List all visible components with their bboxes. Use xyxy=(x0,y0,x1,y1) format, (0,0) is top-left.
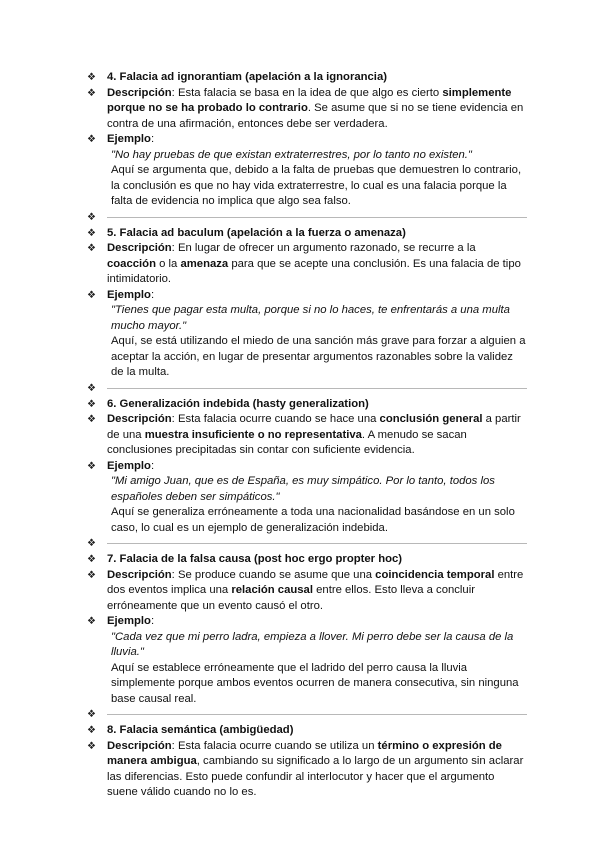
description-label: Descripción xyxy=(107,86,172,99)
bullet-diamond-icon: ❖ xyxy=(87,538,96,549)
description-label: Descripción xyxy=(107,242,172,254)
example-quote: "Tienes que pagar esta multa, porque si no lo haces, te enfrentarás a una multa mucho mayor." xyxy=(111,304,510,332)
section-title-row xyxy=(87,70,527,86)
description-text: : Esta falacia se basa en la idea de que algo es cierto xyxy=(171,86,443,99)
horizontal-rule xyxy=(107,543,527,544)
bullet-diamond-icon: ❖ xyxy=(87,211,96,223)
example-explanation: Aquí se generaliza erróneamente a toda una nacionalidad basándose en un solo caso, lo cual es un ejemplo de generalización indebida. xyxy=(111,506,515,534)
section-ad-baculum xyxy=(87,226,527,396)
separator-row xyxy=(87,381,527,396)
document-body xyxy=(87,70,527,802)
description-emphasis: coacción xyxy=(107,257,156,270)
description-emphasis: amenaza xyxy=(180,257,229,270)
example-explanation: Aquí se establece erróneamente que el ladrido del perro causa la lluvia simplemente porque ambos eventos ocurren de manera consecutiva, sin ninguna base causal real. xyxy=(111,661,519,705)
description-label: Descripción xyxy=(107,739,172,752)
description-emphasis: conclusión general xyxy=(379,413,483,425)
section-title: 4. Falacia ad ignorantiam (apelación a la ignorancia) xyxy=(107,71,387,83)
description-emphasis: relación causal xyxy=(231,584,313,596)
example-row: ❖ Ejemplo: "Mi amigo Juan, que es de España, es muy simpático. Por lo tanto, todos los españoles deben ser simpáticos." Aquí se generaliza erróneamente a toda una nacionalidad basándose en un solo caso, lo cual es un ejemplo de generalización indebida. xyxy=(87,459,527,537)
bullet-diamond-icon: ❖ xyxy=(87,72,96,83)
description-row xyxy=(87,241,527,288)
bullet-diamond-icon: ❖ xyxy=(87,554,96,565)
bullet-diamond-icon: ❖ xyxy=(87,227,96,239)
description-text: , cambiando su significado a lo largo de un argumento sin aclarar las diferencias. Esto puede confundir al interlocutor y hacer que el argumento suene válido cuando no lo es. xyxy=(107,755,524,798)
description-row xyxy=(87,739,527,801)
section-ad-ignorantiam xyxy=(87,70,527,225)
bullet-diamond-icon: ❖ xyxy=(87,616,96,627)
description-text: : Esta falacia ocurre cuando se utiliza un xyxy=(171,739,378,752)
description-text: o la xyxy=(155,257,181,270)
bullet-diamond-icon: ❖ xyxy=(87,740,96,752)
description-text: : Esta falacia ocurre cuando se hace una xyxy=(171,413,380,425)
description-row xyxy=(87,568,527,615)
horizontal-rule xyxy=(107,388,527,389)
example-row: ❖ Ejemplo: "No hay pruebas de que existan extraterrestres, por lo tanto no existen." Aquí se argumenta que, debido a la falta de pruebas que demuestren lo contrario, la conclusión es que no hay vida extraterrestre, lo cual es una falacia porque la falta de evidencia no implica que algo sea falso. xyxy=(87,132,527,210)
bullet-diamond-icon: ❖ xyxy=(87,398,96,410)
bullet-diamond-icon: ❖ xyxy=(87,709,96,720)
bullet-diamond-icon: ❖ xyxy=(87,243,96,254)
description-text: a partir de una xyxy=(107,413,521,441)
bullet-diamond-icon: ❖ xyxy=(87,382,96,394)
description-row xyxy=(87,86,527,133)
description-text: : En lugar de ofrecer un argumento razonado, se recurre a la xyxy=(171,242,476,254)
description-text: . Se asume que si no se tiene evidencia en contra de una afirmación, entonces debe ser verdadera. xyxy=(107,102,524,130)
separator-row xyxy=(87,536,527,551)
example-quote: "Mi amigo Juan, que es de España, es muy simpático. Por lo tanto, todos los españoles deben ser simpáticos." xyxy=(111,475,495,503)
description-text: . A menudo se sacan conclusiones precipitadas sin contar con suficiente evidencia. xyxy=(107,428,467,456)
description-text: para que se acepte una conclusión. Es una falacia de tipo intimidatorio. xyxy=(107,257,521,285)
section-title: 6. Generalización indebida (hasty generalization) xyxy=(107,397,369,410)
section-title: 7. Falacia de la falsa causa (post hoc ergo propter hoc) xyxy=(107,553,403,565)
example-label: Ejemplo xyxy=(107,459,151,472)
description-emphasis: término o expresión de manera ambigua xyxy=(107,739,502,767)
example-quote: "Cada vez que mi perro ladra, empieza a llover. Mi perro debe ser la causa de la lluvia." xyxy=(111,630,514,658)
description-emphasis: coincidencia temporal xyxy=(375,568,495,581)
bullet-diamond-icon: ❖ xyxy=(87,134,96,145)
section-semantic-fallacy xyxy=(87,723,527,801)
section-false-cause xyxy=(87,552,527,722)
bullet-diamond-icon: ❖ xyxy=(87,460,96,472)
bullet-diamond-icon: ❖ xyxy=(87,569,96,581)
description-text: entre ellos. Esto lleva a concluir erróneamente que un evento causó el otro. xyxy=(107,584,475,612)
section-title-row xyxy=(87,397,527,413)
bullet-diamond-icon: ❖ xyxy=(87,414,96,425)
example-row: ❖ Ejemplo: "Tienes que pagar esta multa, porque si no lo haces, te enfrentarás a una multa mucho mayor." Aquí, se está utilizando el miedo de una sanción más grave para forzar a alguien a aceptar la acción, en lugar de presentar argumentos razonables sobre la validez de la multa. xyxy=(87,288,527,381)
section-title-row xyxy=(87,723,527,739)
example-label: Ejemplo xyxy=(107,615,151,627)
description-emphasis: muestra insuficiente o no representativa xyxy=(144,428,362,441)
horizontal-rule xyxy=(107,217,527,218)
section-title-row xyxy=(87,552,527,568)
separator-row xyxy=(87,210,527,225)
example-label: Ejemplo xyxy=(107,288,151,301)
description-label: Descripción xyxy=(107,568,172,581)
example-row: ❖ Ejemplo: "Cada vez que mi perro ladra, empieza a llover. Mi perro debe ser la causa de la lluvia." Aquí se establece erróneamente que el ladrido del perro causa la lluvia simplemente porque ambos eventos ocurren de manera consecutiva, sin ninguna base causal real. xyxy=(87,614,527,707)
bullet-diamond-icon: ❖ xyxy=(87,725,96,736)
description-text: : Se produce cuando se asume que una xyxy=(171,568,376,581)
section-title: 8. Falacia semántica (ambigüedad) xyxy=(107,724,294,736)
description-label: Descripción xyxy=(107,413,172,425)
horizontal-rule xyxy=(107,714,527,715)
section-title: 5. Falacia ad baculum (apelación a la fuerza o amenaza) xyxy=(107,226,406,239)
description-emphasis: simplemente porque no se ha probado lo contrario xyxy=(107,86,512,114)
separator-row xyxy=(87,707,527,722)
section-title-row xyxy=(87,226,527,242)
example-explanation: Aquí, se está utilizando el miedo de una sanción más grave para forzar a alguien a aceptar la acción, en lugar de presentar argumentos razonables sobre la validez de la multa. xyxy=(111,335,526,378)
example-quote: "No hay pruebas de que existan extraterrestres, por lo tanto no existen." xyxy=(111,148,472,161)
section-hasty-generalization xyxy=(87,397,527,552)
example-explanation: Aquí se argumenta que, debido a la falta de pruebas que demuestren lo contrario, la conclusión es que no hay vida extraterrestre, lo cual es una falacia porque la falta de evidencia no implica que algo sea falso. xyxy=(111,164,522,207)
bullet-diamond-icon: ❖ xyxy=(87,87,96,99)
bullet-diamond-icon: ❖ xyxy=(87,289,96,301)
example-label: Ejemplo xyxy=(107,133,151,145)
description-row xyxy=(87,412,527,459)
description-text: entre dos eventos implica una xyxy=(107,568,524,596)
